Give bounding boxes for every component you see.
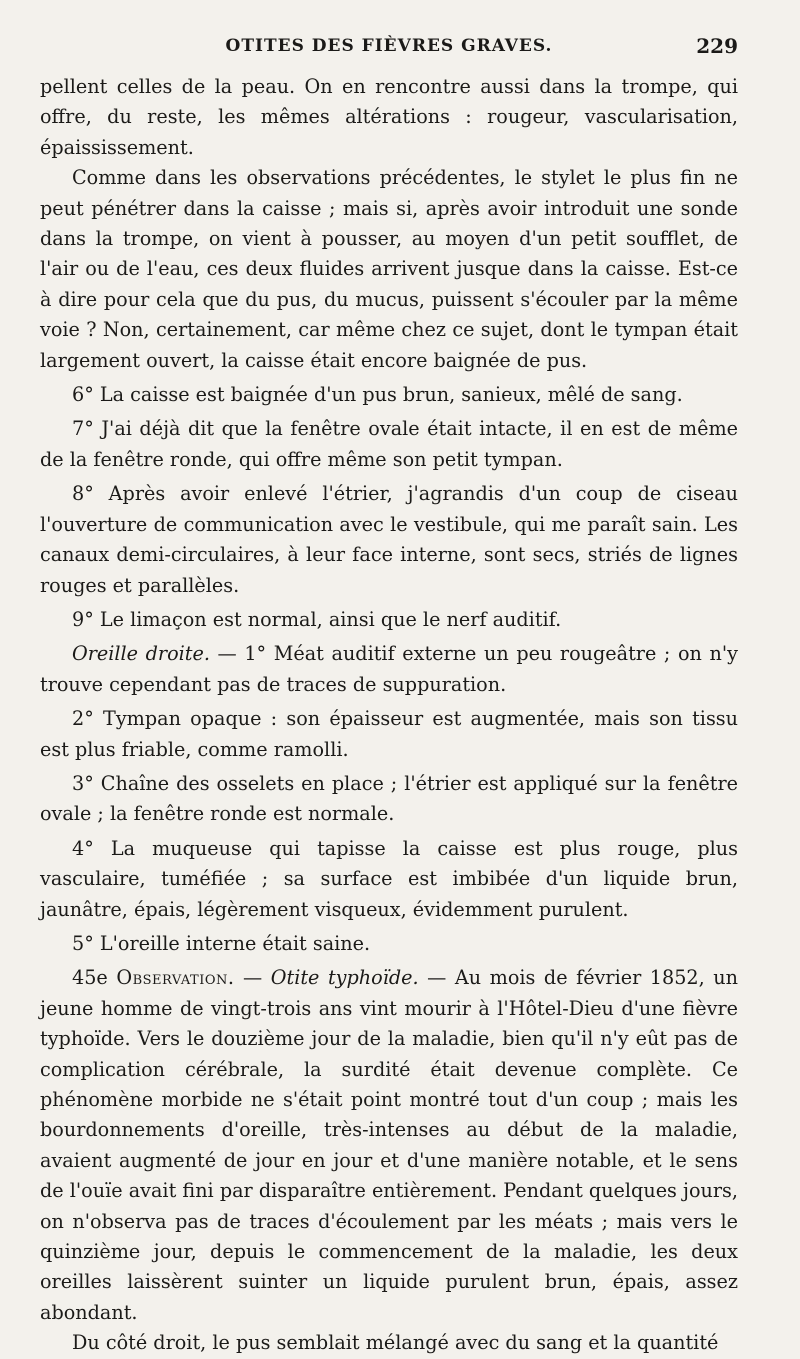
paragraph-right-ear [40,639,738,700]
running-header [40,36,738,72]
paragraph: 4° La muqueuse qui tapisse la caisse est plus rouge, plus vasculaire, tuméfiée ; sa surface est imbibée d'un liquide brun, jaunâtre, épais, légèrement visqueux, évidemment purulent. [40,836,738,921]
paragraph: 5° L'oreille interne était saine. [72,931,371,955]
paragraph: 2° Tympan opaque : son épaisseur est augmentée, mais son tissu est plus friable, comme ramolli. [40,707,738,761]
observation-subtitle: Otite typhoïde. [270,966,419,990]
observation-text: — Au mois de février 1852, un jeune homme de vingt-trois ans vint mourir à l'Hôtel-Dieu d'une fièvre typhoïde. Vers le douzième jour de la maladie, bien qu'il n'y eût pas de complication cérébrale, la surdité était devenue complète. Ce phénomène morbide ne s'était point montré tout d'un coup ; mais les bourdonnements d'oreille, très-intenses au début de la maladie, avaient augmenté de jour en jour et d'une manière notable, et le sens de l'ouïe avait fini par disparaître entièrement. Pendant quelques jours, on n'observa pas de traces d'écoulement par les méats ; mais vers le quinzième jour, depuis le commencement de la maladie, les deux oreilles laissèrent suinter un liquide purulent brun, épais, assez abondant. [40,966,738,1324]
paragraph: 7° J'ai déjà dit que la fenêtre ovale était intacte, il en est de même de la fenêtre ronde, qui offre même son petit tympan. [40,417,738,471]
paragraph: 8° Après avoir enlevé l'étrier, j'agrandis d'un coup de ciseau l'ouverture de communication avec le vestibule, qui me paraît sain. Les canaux demi-circulaires, à leur face interne, sont secs, striés de lignes rouges et parallèles. [40,482,738,597]
body-text [40,72,738,1359]
page-number: 229 [696,34,738,58]
right-ear-label: Oreille droite. [72,642,210,666]
paragraph: 6° La caisse est baignée d'un pus brun, sanieux, mêlé de sang. [72,383,683,407]
observation-number: 45e [72,966,108,990]
observation-paragraph [40,963,738,1328]
observation-dash: — [234,966,271,990]
observation-heading: Observation. [116,966,235,990]
right-ear-text: — 1° Méat auditif externe un peu rougeâtre ; on n'y trouve cependant pas de traces de suppuration. [40,642,738,696]
paragraph-last: Du côté droit, le pus semblait mélangé avec du sang et la quantité [72,1331,719,1355]
paragraph: pellent celles de la peau. On en rencontre aussi dans la trompe, qui offre, du reste, les mêmes altérations : rougeur, vascularisation, épaississement. [40,75,738,159]
paragraph: 3° Chaîne des osselets en place ; l'étrier est appliqué sur la fenêtre ovale ; la fenêtre ronde est normale. [40,771,738,826]
paragraph: Comme dans les observations précédentes, le stylet le plus fin ne peut pénétrer dans la caisse ; mais si, après avoir introduit une sonde dans la trompe, on vient à pousser, au moyen d'un petit soufflet, de l'air ou de l'eau, ces deux fluides arrivent jusque dans la caisse. Est-ce à dire pour cela que du pus, du mucus, puissent s'écouler par la même voie ? Non, certainement, car même chez ce sujet, dont le tympan était largement ouvert, la caisse était encore baignée de pus. [40,166,738,372]
paragraph: 9° Le limaçon est normal, ainsi que le nerf auditif. [72,607,562,631]
running-title: OTITES DES FIÈVRES GRAVES. [225,36,553,56]
